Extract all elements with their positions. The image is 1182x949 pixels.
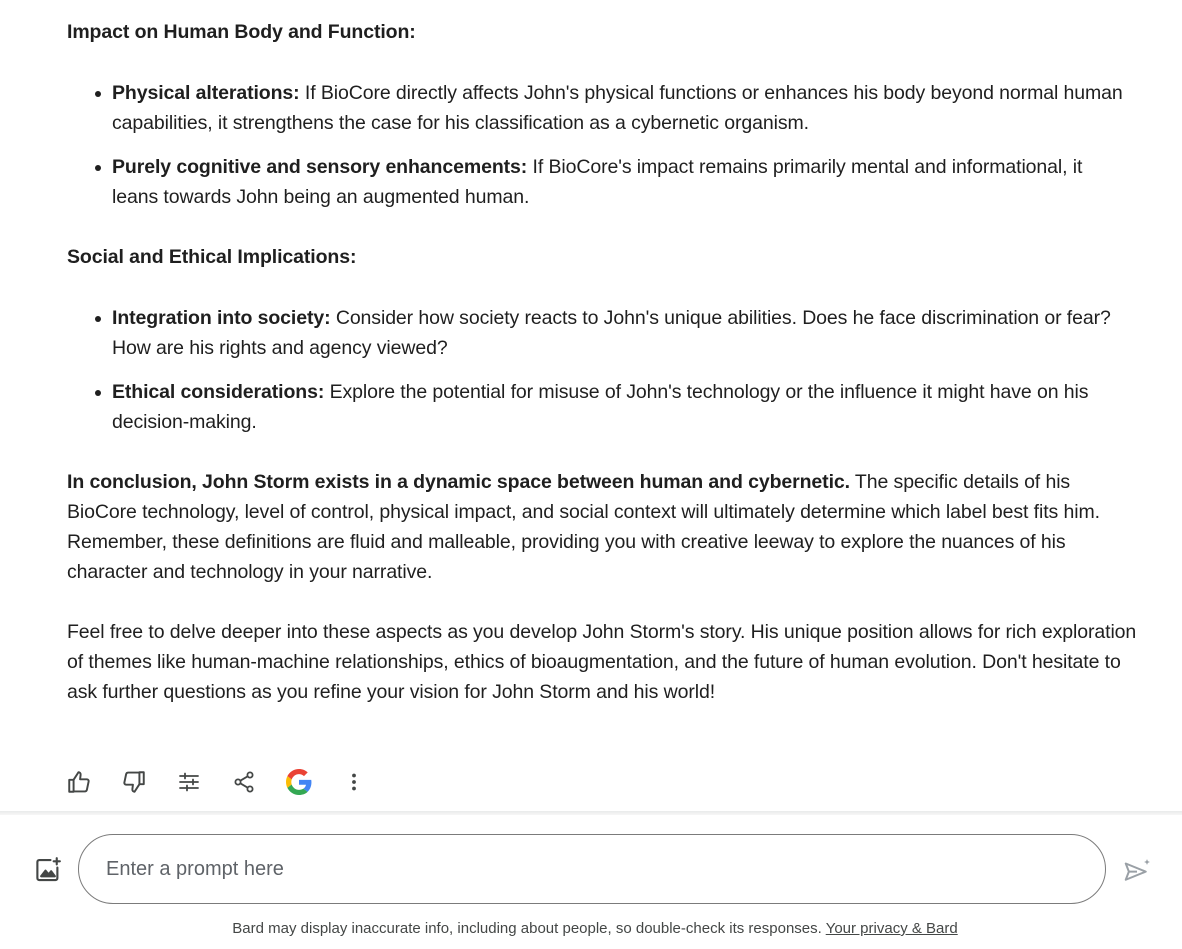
bullet-list (67, 303, 1137, 437)
more-vert-icon (342, 770, 366, 794)
double-check-button[interactable] (277, 760, 321, 804)
more-options-button[interactable] (332, 760, 376, 804)
bullet-text: Consider how society reacts to John's unique abilities. Does he face discrimination or fear? How are his rights and agency viewed? (112, 307, 1111, 359)
bullet-title: Ethical considerations: (112, 381, 325, 403)
response-actions (57, 760, 387, 804)
closing-paragraph: Feel free to delve deeper into these aspects as you develop John Storm's story. His unique position allows for rich exploration of themes like human-machine relationships, ethics of bioaugmentation, and the future of human evolution. Don't hesitate to ask further questions as you refine your vision for John Storm and his world! (67, 621, 1137, 703)
bullet-list (67, 78, 1137, 212)
bullet-title: Integration into society: (112, 307, 331, 329)
list-item (67, 78, 1137, 138)
thumbs-down-button[interactable] (112, 760, 156, 804)
list-item (67, 303, 1137, 363)
conclusion-lead: In conclusion, John Storm exists in a dynamic space between human and cybernetic. (67, 471, 850, 493)
share-icon (232, 770, 256, 794)
prompt-input[interactable] (104, 857, 1068, 882)
tune-icon (177, 770, 201, 794)
bullet-text: If BioCore's impact remains primarily mental and informational, it leans towards John being an augmented human. (112, 156, 1083, 208)
send-icon (1122, 856, 1152, 886)
google-g-icon (286, 769, 312, 795)
section-social-ethical (67, 242, 1137, 437)
bullet-text: If BioCore directly affects John's physical functions or enhances his body beyond normal human capabilities, it strengthens the case for his classification as a cybernetic organism. (112, 82, 1123, 134)
send-button[interactable] (1118, 852, 1156, 890)
section-body-impact (67, 17, 1137, 212)
modify-response-button[interactable] (167, 760, 211, 804)
response-body (67, 14, 1137, 707)
list-item (67, 152, 1137, 212)
section-heading: Impact on Human Body and Function: (67, 21, 416, 43)
list-item (67, 377, 1137, 437)
share-button[interactable] (222, 760, 266, 804)
bullet-title: Physical alterations: (112, 82, 300, 104)
bullet-text: Explore the potential for misuse of John's technology or the influence it might have on his decision-making. (112, 381, 1089, 433)
footer-disclaimer (0, 920, 1182, 937)
thumbs-up-icon (66, 769, 92, 795)
prompt-box (78, 834, 1106, 904)
section-heading: Social and Ethical Implications: (67, 246, 357, 268)
conclusion-text: The specific details of his BioCore technology, level of control, physical impact, and social context will ultimately determine which label best fits him. Remember, these definitions are fluid and malleable, providing you with creative leeway to explore the nuances of his character and technology in your narrative. (67, 471, 1100, 583)
thumbs-down-icon (121, 769, 147, 795)
composer-divider (0, 811, 1182, 815)
bullet-title: Purely cognitive and sensory enhancements: (112, 156, 528, 178)
privacy-link[interactable]: Your privacy & Bard (825, 920, 958, 937)
thumbs-up-button[interactable] (57, 760, 101, 804)
add-photo-icon (33, 855, 63, 885)
conclusion-paragraph (67, 467, 1137, 587)
upload-image-button[interactable] (30, 852, 66, 888)
disclaimer-text: Bard may display inaccurate info, including about people, so double-check its responses. (232, 920, 822, 937)
